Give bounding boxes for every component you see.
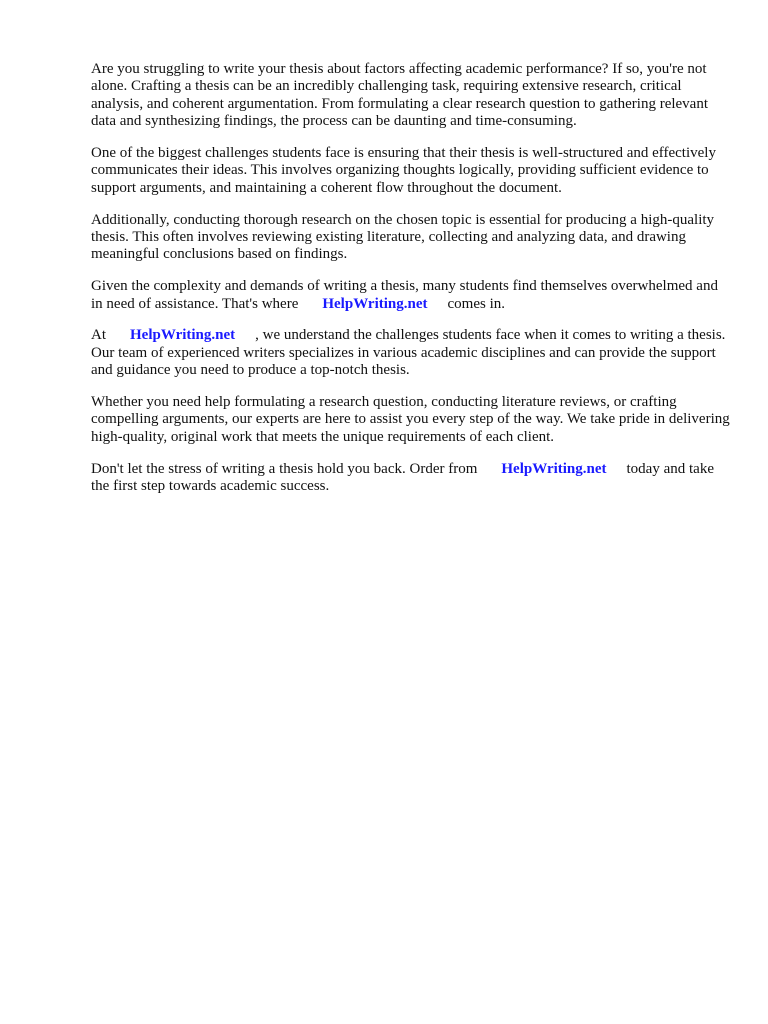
- paragraph-cta-tail: today and take the first step towards academic success.: [91, 460, 714, 495]
- document-body: [91, 61, 731, 510]
- helpwriting-link[interactable]: HelpWriting.net: [130, 327, 236, 344]
- paragraph-assistance: [91, 278, 731, 313]
- paragraph-challenges: One of the biggest challenges students face is ensuring that their thesis is well-structured and effectively communicates their ideas. This involves organizing thoughts logically, providing sufficient evidence to support arguments, and maintaining a coherent flow throughout the document.: [91, 145, 716, 196]
- paragraph-assistance-text: Given the complexity and demands of writing a thesis, many students find themselves overwhelmed and in need of assistance. That's where: [91, 278, 718, 312]
- paragraph-assistance-tail: comes in.: [447, 295, 505, 312]
- helpwriting-link[interactable]: HelpWriting.net: [501, 460, 607, 477]
- paragraph-about-lead: At: [91, 327, 106, 344]
- paragraph-experts: Whether you need help formulating a research question, conducting literature reviews, or crafting compelling arguments, our experts are here to assist you every step of the way. We take pride in delivering high-quality, original work that meets the unique requirements of each client.: [91, 394, 730, 445]
- helpwriting-link[interactable]: HelpWriting.net: [322, 295, 428, 312]
- paragraph-about-text: , we understand the challenges students face when it comes to writing a thesis. Our team of experienced writers specializes in various academic disciplines and can provide the support and guidance you need to produce a top-notch thesis.: [91, 327, 726, 379]
- paragraph-about-service: [91, 327, 731, 379]
- paragraph-intro: Are you struggling to write your thesis about factors affecting academic performance? If so, you're not alone. Crafting a thesis can be an incredibly challenging task, requiring extensive research, critical analysis, and coherent argumentation. From formulating a clear research question to gathering relevant data and synthesizing findings, the process can be daunting and time-consuming.: [91, 61, 709, 130]
- paragraph-research: Additionally, conducting thorough research on the chosen topic is essential for producing a high-quality thesis. This often involves reviewing existing literature, collecting and analyzing data, and drawing meaningful conclusions based on findings.: [91, 211, 715, 263]
- paragraph-cta-text: Don't let the stress of writing a thesis hold you back. Order from: [91, 460, 478, 477]
- paragraph-call-to-action: [91, 461, 731, 496]
